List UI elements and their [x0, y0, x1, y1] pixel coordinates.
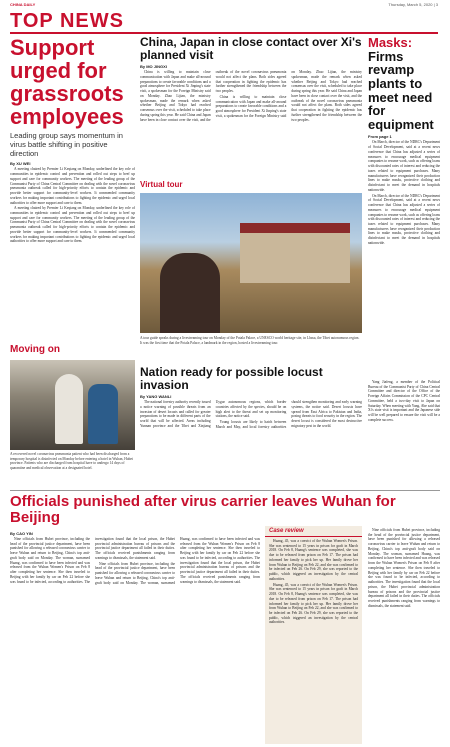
virtual-tour-caption: A tour guide speaks during a livestreaming tour on Monday of the Potala Palace, a UNESCO world heritage site, in Lhasa, the Tibet autonomous region. It was the first time that the Potala Palace, a landmark in the region, hosted a livestreaming tour. [140, 336, 360, 345]
story-grassroots [10, 36, 135, 341]
story-paragraph: A meeting chaired by Premier Li Keqiang on Monday, underlined the key role of communities in epidemic control and prevention and rolled out steps to beef up support and care for community workers. The meeting of the leading group of the Communist Party of China Central Committee on dealing with the novel coronavirus pneumonia outbreak called for high-priority efforts to contain the epidemic and provide better support for community-level workers. It commended community workers for making important contributions to fighting the epidemic and urged local authorities to offer more support and care to them. [10, 206, 135, 244]
story-paragraph: Huang, 45, was a convict of the Wuhan Women's Prison. She was sentenced to 15 years in prison for graft in March 2018. On Feb 8, Huang's sentence was completed, she was due to be released from prison on Feb 17. The prison had informed her family to pick her up. Her family drove her from Wuhan to Beijing on Feb 22, and she was confirmed to be infected on Feb 26. On Feb 29, she was reported to the public, which triggered an investigation by the central authorities. [269, 582, 358, 625]
story-headline[interactable] [368, 36, 440, 131]
story-body [368, 380, 440, 423]
story-headline[interactable]: Support urged for grassroots employees [10, 36, 124, 130]
paper-logo: CHINA DAILY [10, 2, 36, 7]
story-body [10, 537, 260, 585]
byline: By CAO YIN [10, 531, 33, 536]
story-paragraph: The national forestry authority recently issued a notice warning of possible threats from an invasion of desert locusts and called for greater preparations to be made in different parts of the world that will be affected. Areas including Yunnan province and the Tibet and Xinjiang Uygur autonomous regions, which border countries affected by the species, should be on high alert to the threat and set up monitoring stations, the notice said. [140, 400, 287, 428]
story-paragraph: Nine officials from Hubei province, including the head of the provincial justice department, have been punished for allowing a released coronavirus carrier to leave Wuhan and return to Beijing, China's top anti-graft body said on Monday. The woman, surnamed Huang, was confirmed to have been infected and was released from the Wuhan Women's Prison on Feb 8 after completing her sentence. She then traveled to Beijing with her family by car on Feb 22 before she was found to be infected, according to authorities. The investigation found that the local prison, the Hubei provincial administration bureau of prisons and the provincial justice department all failed in their duties. The officials received punishments ranging from warnings to dismissals, the statement said. [368, 528, 440, 608]
virtual-tour-heading-box [140, 180, 362, 192]
story-body [368, 140, 440, 245]
moving-on-photo [10, 360, 135, 450]
story-paragraph: Young locusts are likely to hatch between March and May, and local forestry authorities should strengthen monitoring and early warning systems, the notice said. Desert locusts have spread from East Africa to Pakistan and India, posing threats to food security in the region. The desert locust is considered the most destructive migratory pest in the world. [215, 400, 362, 429]
story-officials-headline-box [10, 494, 440, 528]
story-japan [140, 36, 362, 176]
figure-in-protective-suit [55, 374, 83, 444]
story-continuation [368, 380, 440, 486]
story-paragraph: On March, director of the NDRC's Department of Social Development, said at a recent news conference that China has adjusted a series of measures to encourage medical equipment companies to resume work, such as offering loans with discounted rates of interest and reducing the taxes related to equipment purchases. Many manufacturers have reorganized their production lines to make masks, protective clothing and disinfectant to meet the demand in hospitals nationwide. [368, 193, 440, 245]
story-body [140, 70, 362, 122]
story-headline[interactable]: Nation ready for possible locust invasion [140, 366, 323, 392]
moving-on-caption: A recovered novel coronavirus pneumonia patient who had been discharged from a temporary hospital is disinfected on Monday before entering a hotel in Wuhan, Hubei province. Patients who are discharged from hospital have to undergo 14 days of quarantine and medical observation at a designated hotel. [10, 452, 134, 471]
byline: From page 1 [368, 134, 392, 140]
byline: By XU WEI [10, 161, 31, 167]
patient-figure [88, 384, 118, 444]
story-paragraph: On March, director of the NDRC's Department of Social Development, said at a recent news conference that China has adjusted a series of measures to encourage medical equipment companies to resume work, such as offering loans with discounted rates of interest and reducing the taxes related to equipment purchases. Many manufacturers have reorganized their production lines to make masks, protective clothing and disinfectant to meet the demand in hospitals nationwide. [368, 140, 440, 192]
virtual-tour-title: Virtual tour [140, 180, 183, 189]
headline-kicker: Masks: [368, 36, 413, 50]
divider [10, 490, 440, 491]
story-locust [140, 366, 362, 486]
story-paragraph: Nine officials from Hubei province, including the head of the provincial justice department, have been punished for allowing a released coronavirus carrier to leave Wuhan and return to Beijing, China's top anti-graft body said on Monday. The woman, surnamed Huang, was confirmed to have been infected and was released from the Wuhan Women's Prison on Feb 8 after completing her sentence. She then traveled to Beijing with her family by car on Feb 22 before she was found to be infected, according to authorities. The investigation found that the local prison, the Hubei provincial administration bureau of prisons and the provincial justice department all failed in their duties. The officials received punishments ranging from warnings to dismissals, the statement said. [10, 537, 175, 584]
story-paragraph: Yang Jiafeng, a member of the Political Bureau of the Communist Party of China Central Committee and director of the Office of the Foreign Affairs Commission of the CPC Central Committee, held a two-day visit to Japan on Saturday. When meeting with Yang, Abe said that Xi's state visit is important and the Japanese side will be well prepared to ensure the visit will be a complete success. [368, 380, 440, 422]
case-review-title: Case review [265, 526, 362, 537]
story-paragraph: China is willing to maintain close communication with Japan and make all-around preparations to create favorable conditions and a good atmosphere for President Xi Jinping's state visit, a spokesman for the Foreign Ministry said on Monday. Zhao Lijian, the ministry spokesman, made the remark when asked whether Beijing and Tokyo had reached consensus over the visit, scheduled to take place during spring this year. He said China and Japan have been in close contact over the visit, and the outbreak of the novel coronavirus pneumonia would not affect the plans. Both sides agreed that cooperation in fighting the epidemic has further strengthened the friendship between the two peoples. [140, 70, 287, 122]
byline: By MO JINGXI [140, 64, 167, 70]
story-paragraph: China is willing to maintain close communication with Japan and make all-around preparations to create favorable conditions and a good atmosphere for President Xi Jinping's state visit, a spokesman for the Foreign Ministry said on Monday. Zhao Lijian, the ministry spokesman, made the remark when asked whether Beijing and Tokyo had reached consensus over the visit, scheduled to take place during spring this year. He said China and Japan have been in close contact over the visit, and the outbreak of the novel coronavirus pneumonia would not affect the plans. Both sides agreed that cooperation in fighting the epidemic has further strengthened the friendship between the two peoples. [215, 70, 362, 122]
story-body [140, 400, 362, 429]
story-deck: Leading group says momentum in virus battle shifting in positive direction [10, 131, 123, 159]
tour-guide-figure [160, 253, 220, 333]
story-paragraph: Huang, 45, was a convict of the Wuhan Women's Prison. She was sentenced to 15 years in prison for graft in March 2018. On Feb 8, Huang's sentence was completed, she was due to be released from prison on Feb 17. The prison had informed her family to pick her up. Her family drove her from Wuhan to Beijing on Feb 22, and she was confirmed to be infected on Feb 26. On Feb 29, she was reported to the public, which triggered an investigation by the central authorities. [269, 539, 358, 581]
story-officials [10, 528, 260, 744]
virtual-tour-photo [140, 193, 362, 333]
story-officials-continued [368, 528, 440, 744]
story-headline[interactable]: Officials punished after virus carrier leaves Wuhan for Beijing [10, 494, 396, 526]
masthead [0, 0, 450, 9]
case-review-body [265, 537, 362, 628]
story-body [10, 167, 135, 244]
story-paragraph: A meeting chaired by Premier Li Keqiang on Monday, underlined the key role of communities in epidemic control and prevention and rolled out steps to beef up support and care for community workers. The meeting of the leading group of the Communist Party of China Central Committee on dealing with the novel coronavirus pneumonia outbreak called for high-priority efforts to contain the epidemic and provide better support for community-level workers. It commended community workers for making important contributions to fighting the epidemic and urged local authorities to offer more support and care to them. [10, 167, 135, 205]
story-paragraph: Nine officials from Hubei province, including the head of the provincial justice department, have been punished for allowing a released coronavirus carrier to leave Wuhan and return to Beijing, China's top anti-graft body said on Monday. The woman, surnamed Huang, was confirmed to have been infected and was released from the Wuhan Women's Prison on Feb 8 after completing her sentence. She then traveled to Beijing with her family by car on Feb 22 before she was found to be infected, according to authorities. The investigation found that the local prison, the Hubei provincial administration bureau of prisons and the provincial justice department all failed in their duties. The officials received punishments ranging from warnings to dismissals, the statement said. [95, 537, 260, 585]
story-masks [368, 36, 440, 376]
section-header [10, 10, 438, 34]
case-review-box [265, 526, 362, 744]
byline: By YANG WANLI [140, 394, 172, 400]
page-info: Thursday, March 5, 2020 | 3 [388, 2, 438, 7]
section-title: TOP NEWS [10, 10, 124, 32]
headline-text: Firms revamp plants to meet need for equipment [368, 48, 434, 132]
story-body [368, 528, 440, 608]
story-headline[interactable]: China, Japan in close contact over Xi's planned visit [140, 36, 362, 62]
palace-building [240, 223, 350, 283]
moving-on-title: Moving on [10, 344, 60, 355]
